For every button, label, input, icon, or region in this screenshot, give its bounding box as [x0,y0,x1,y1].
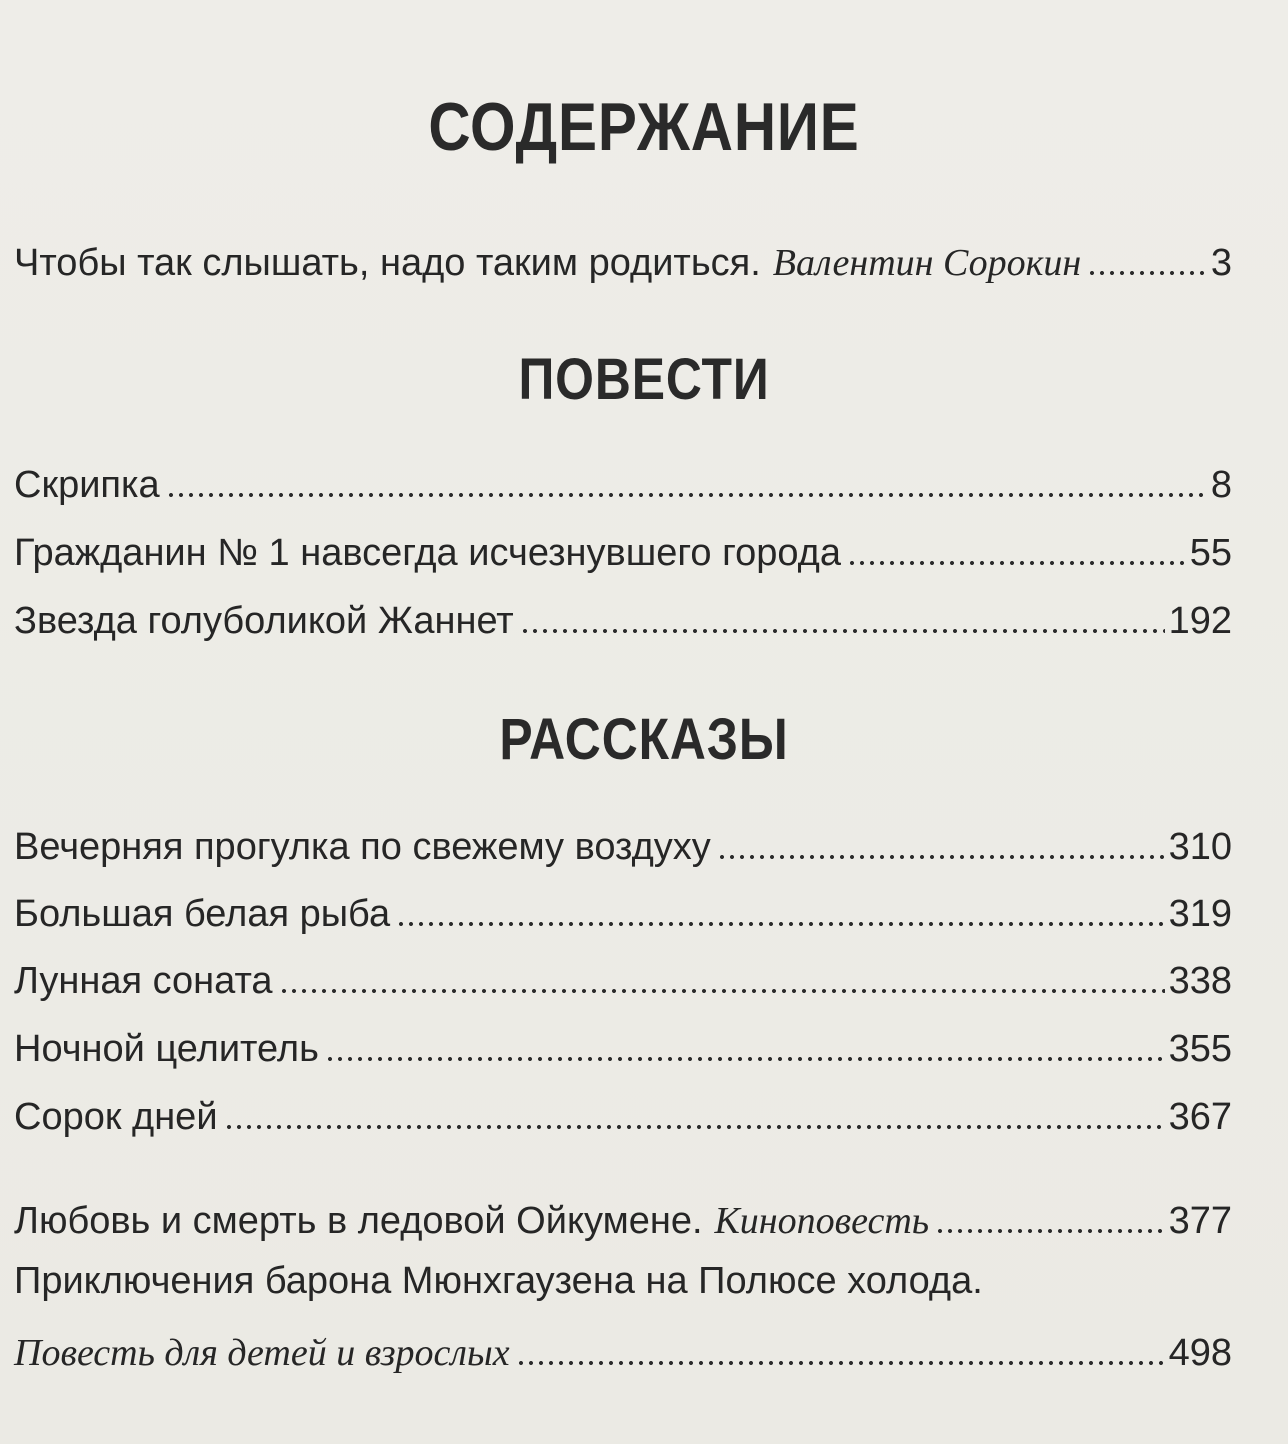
entry-title: Гражданин № 1 навсегда исчезнувшего города [14,532,841,574]
entry-page-number: 8 [1210,464,1232,506]
entry-title: Лунная соната [14,960,273,1002]
entry-author: Валентин Сорокин [772,242,1082,284]
dot-leader [325,1056,1165,1062]
toc-entry[interactable] [14,584,1232,640]
entry-page-number: 55 [1189,532,1232,574]
entry-title: Чтобы так слышать, надо таким родиться. [14,242,761,284]
section-heading-rasskazy: РАССКАЗЫ [499,707,789,772]
dot-leader [224,1124,1165,1130]
dot-leader [396,921,1165,927]
entry-title: Скрипка [14,464,160,506]
entry-page-number: 377 [1168,1200,1232,1242]
dot-leader [935,1228,1165,1234]
toc-entry-extra[interactable] [14,1184,1232,1240]
toc-entry[interactable] [14,810,1232,866]
toc-entry[interactable] [14,516,1232,572]
entry-title: Вечерняя прогулка по свежему воздуху [14,826,711,868]
entry-title: Звезда голуболикой Жаннет [14,600,514,642]
entry-subtitle: Киноповесть [714,1200,930,1242]
entry-page-number: 367 [1168,1096,1232,1138]
entry-subtitle: Повесть для детей и взрослых [14,1332,510,1374]
entry-title: Большая белая рыба [14,893,391,935]
entry-title: Сорок дней [14,1096,218,1138]
toc-entry[interactable] [14,448,1232,504]
section-heading-povesti: ПОВЕСТИ [518,347,770,412]
dot-leader [520,628,1165,634]
dot-leader [166,492,1207,498]
dot-leader [847,560,1186,566]
entry-title: Любовь и смерть в ледовой Ойкумене. [14,1200,703,1242]
dot-leader [717,854,1165,860]
dot-leader [279,988,1165,994]
dot-leader [516,1360,1165,1366]
toc-entry-preface[interactable] [14,226,1232,282]
toc-entry[interactable] [14,877,1232,933]
dot-leader [1087,270,1207,276]
entry-title-line[interactable]: Приключения барона Мюнхгаузена на Полюсе холода. [14,1260,983,1302]
entry-page-number: 498 [1168,1332,1232,1374]
entry-page-number: 355 [1168,1028,1232,1070]
entry-page-number: 310 [1168,826,1232,868]
toc-entry[interactable] [14,944,1232,1000]
entry-page-number: 192 [1168,600,1232,642]
entry-page-number: 319 [1168,893,1232,935]
toc-entry-extra[interactable] [14,1316,1232,1372]
toc-entry[interactable] [14,1012,1232,1068]
toc-entry[interactable] [14,1080,1232,1136]
entry-page-number: 338 [1168,960,1232,1002]
entry-page-number: 3 [1210,242,1232,284]
page-title: СОДЕРЖАНИЕ [428,89,860,165]
entry-title: Ночной целитель [14,1028,319,1070]
